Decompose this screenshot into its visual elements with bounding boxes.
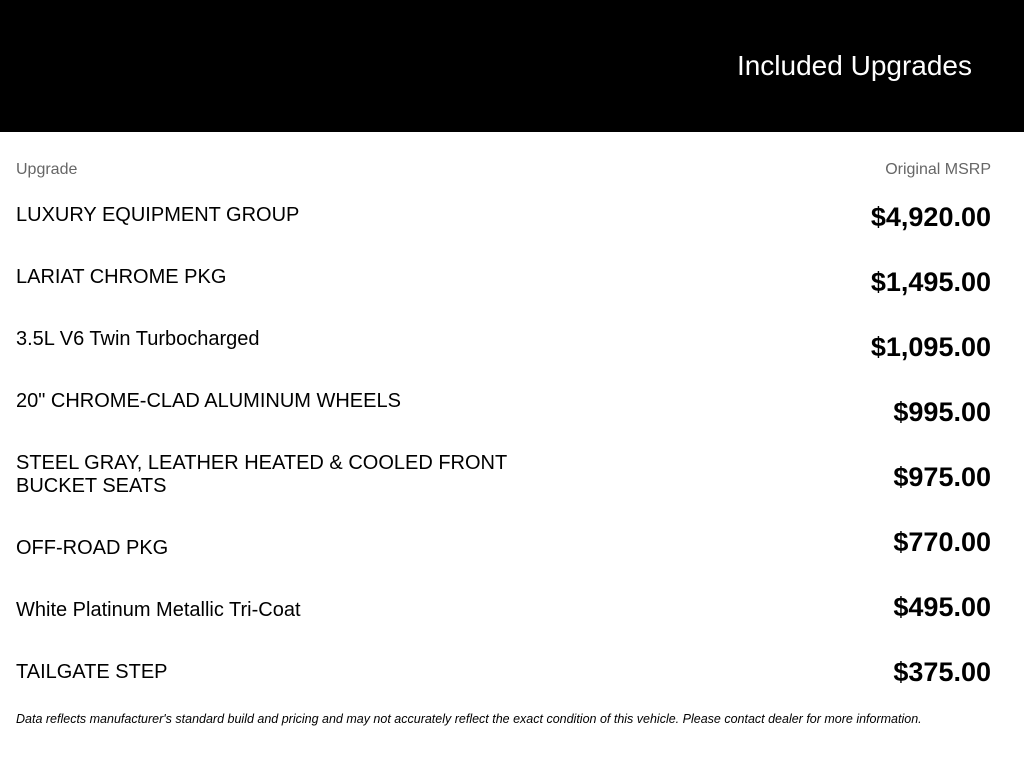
upgrade-price: $975.00 [893,462,991,492]
header-banner [0,0,1024,132]
upgrade-name: White Platinum Metallic Tri-Coat [16,599,301,621]
upgrade-price: $4,920.00 [870,202,991,232]
column-header-upgrade: Upgrade [16,161,78,178]
page-title: Included Upgrades [736,50,972,81]
upgrade-name: 20" CHROME-CLAD ALUMINUM WHEELS [16,390,401,412]
upgrade-name: TAILGATE STEP [16,661,168,683]
upgrade-price: $1,095.00 [870,332,991,362]
upgrade-price: $1,495.00 [870,267,991,297]
upgrade-name: 3.5L V6 Twin Turbocharged [16,328,260,350]
upgrade-price: $995.00 [893,397,991,427]
upgrade-price: $495.00 [893,592,991,622]
disclaimer-text: Data reflects manufacturer's standard build and pricing and may not accurately reflect the exact condition of this vehicle. Please contact dealer for more information. [16,712,922,726]
upgrade-price: $375.00 [893,657,991,687]
upgrade-name: LARIAT CHROME PKG [16,266,227,288]
upgrade-name: LUXURY EQUIPMENT GROUP [16,204,300,226]
upgrade-name: STEEL GRAY, LEATHER HEATED & COOLED FRONT BUCKET SEATS [16,452,507,497]
upgrade-price: $770.00 [893,527,991,557]
upgrade-name: OFF-ROAD PKG [16,537,169,559]
column-header-msrp: Original MSRP [885,161,991,178]
